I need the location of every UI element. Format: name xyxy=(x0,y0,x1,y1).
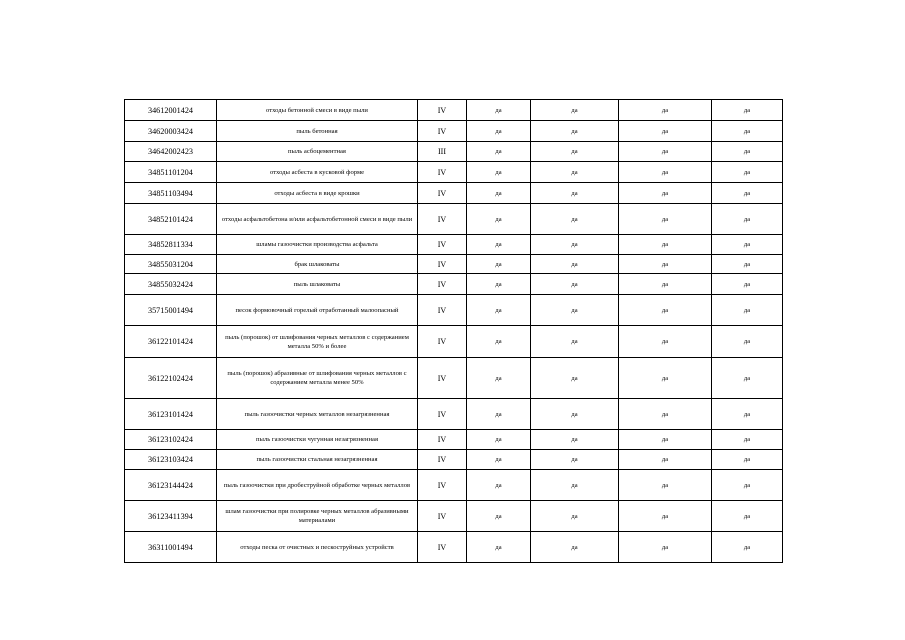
flag-cell: да xyxy=(619,204,712,235)
table-row xyxy=(125,274,783,295)
table-row xyxy=(125,501,783,532)
waste-name-cell: отходы бетонной смеси в виде пыли xyxy=(217,100,418,121)
hazard-class-cell: IV xyxy=(418,399,467,430)
flag-cell: да xyxy=(712,204,783,235)
table-row xyxy=(125,399,783,430)
flag-cell: да xyxy=(712,100,783,121)
waste-code-cell: 36123102424 xyxy=(125,430,217,450)
table-row xyxy=(125,358,783,399)
flag-cell: да xyxy=(619,255,712,274)
hazard-class-cell: IV xyxy=(418,100,467,121)
table-row xyxy=(125,470,783,501)
waste-name-cell: пыль шлаковаты xyxy=(217,274,418,295)
hazard-class-cell: IV xyxy=(418,295,467,326)
flag-cell: да xyxy=(712,326,783,358)
table-row xyxy=(125,121,783,142)
flag-cell: да xyxy=(531,204,619,235)
waste-name-cell: отходы асбеста в кусковой форме xyxy=(217,162,418,183)
flag-cell: да xyxy=(619,235,712,255)
waste-code-cell: 34620003424 xyxy=(125,121,217,142)
flag-cell: да xyxy=(467,430,531,450)
flag-cell: да xyxy=(712,501,783,532)
waste-name-cell: пыль газоочистки черных металлов незагрязненная xyxy=(217,399,418,430)
hazard-class-cell: III xyxy=(418,142,467,162)
waste-name-cell: песок формовочный горелый отработанный малоопасный xyxy=(217,295,418,326)
flag-cell: да xyxy=(619,142,712,162)
flag-cell: да xyxy=(467,450,531,470)
waste-name-cell: отходы асбеста в виде крошки xyxy=(217,183,418,204)
flag-cell: да xyxy=(467,326,531,358)
flag-cell: да xyxy=(467,470,531,501)
hazard-class-cell: IV xyxy=(418,183,467,204)
waste-code-cell: 35715001494 xyxy=(125,295,217,326)
hazard-class-cell: IV xyxy=(418,532,467,563)
waste-name-cell: шламы газоочистки производства асфальта xyxy=(217,235,418,255)
waste-name-cell: пыль асбоцементная xyxy=(217,142,418,162)
flag-cell: да xyxy=(619,100,712,121)
flag-cell: да xyxy=(467,142,531,162)
flag-cell: да xyxy=(531,326,619,358)
flag-cell: да xyxy=(467,235,531,255)
table-row xyxy=(125,100,783,121)
waste-name-cell: отходы песка от очистных и пескоструйных устройств xyxy=(217,532,418,563)
waste-name-cell: шлам газоочистки при полировке черных металлов абразивными материалами xyxy=(217,501,418,532)
flag-cell: да xyxy=(619,501,712,532)
hazard-class-cell: IV xyxy=(418,326,467,358)
waste-code-cell: 34851101204 xyxy=(125,162,217,183)
flag-cell: да xyxy=(531,450,619,470)
table-row xyxy=(125,183,783,204)
flag-cell: да xyxy=(712,255,783,274)
flag-cell: да xyxy=(619,470,712,501)
flag-cell: да xyxy=(619,121,712,142)
waste-code-cell: 34851103494 xyxy=(125,183,217,204)
hazard-class-cell: IV xyxy=(418,274,467,295)
flag-cell: да xyxy=(619,358,712,399)
hazard-class-cell: IV xyxy=(418,470,467,501)
flag-cell: да xyxy=(467,399,531,430)
flag-cell: да xyxy=(467,358,531,399)
table-row xyxy=(125,204,783,235)
flag-cell: да xyxy=(619,450,712,470)
waste-name-cell: пыль бетонная xyxy=(217,121,418,142)
flag-cell: да xyxy=(619,326,712,358)
flag-cell: да xyxy=(712,295,783,326)
flag-cell: да xyxy=(712,450,783,470)
flag-cell: да xyxy=(619,430,712,450)
waste-code-cell: 36123144424 xyxy=(125,470,217,501)
flag-cell: да xyxy=(712,470,783,501)
waste-name-cell: пыль газоочистки чугунная незагрязненная xyxy=(217,430,418,450)
flag-cell: да xyxy=(467,274,531,295)
table-row xyxy=(125,295,783,326)
waste-name-cell: пыль газоочистки при дробеструйной обработке черных металлов xyxy=(217,470,418,501)
flag-cell: да xyxy=(619,532,712,563)
flag-cell: да xyxy=(467,532,531,563)
flag-cell: да xyxy=(531,274,619,295)
waste-code-cell: 34612001424 xyxy=(125,100,217,121)
waste-name-cell: брак шлаковаты xyxy=(217,255,418,274)
flag-cell: да xyxy=(467,204,531,235)
waste-name-cell: пыль (порошок) абразивные от шлифования черных металлов с содержанием металла менее 50% xyxy=(217,358,418,399)
waste-name-cell: пыль (порошок) от шлифования черных металлов с содержанием металла 50% и более xyxy=(217,326,418,358)
table-row xyxy=(125,326,783,358)
flag-cell: да xyxy=(467,121,531,142)
flag-cell: да xyxy=(712,183,783,204)
flag-cell: да xyxy=(712,430,783,450)
waste-code-cell: 36122102424 xyxy=(125,358,217,399)
flag-cell: да xyxy=(712,358,783,399)
flag-cell: да xyxy=(531,121,619,142)
flag-cell: да xyxy=(467,501,531,532)
waste-code-cell: 36123101424 xyxy=(125,399,217,430)
table-row xyxy=(125,235,783,255)
flag-cell: да xyxy=(531,235,619,255)
waste-name-cell: отходы асфальтобетона и/или асфальтобетонной смеси в виде пыли xyxy=(217,204,418,235)
table-row xyxy=(125,255,783,274)
flag-cell: да xyxy=(531,255,619,274)
hazard-class-cell: IV xyxy=(418,501,467,532)
flag-cell: да xyxy=(712,399,783,430)
flag-cell: да xyxy=(619,183,712,204)
flag-cell: да xyxy=(712,142,783,162)
flag-cell: да xyxy=(619,162,712,183)
hazard-class-cell: IV xyxy=(418,450,467,470)
flag-cell: да xyxy=(619,295,712,326)
waste-code-cell: 34852101424 xyxy=(125,204,217,235)
waste-code-cell: 36123411394 xyxy=(125,501,217,532)
hazard-class-cell: IV xyxy=(418,121,467,142)
hazard-class-cell: IV xyxy=(418,204,467,235)
hazard-class-cell: IV xyxy=(418,255,467,274)
table-body xyxy=(125,100,783,563)
flag-cell: да xyxy=(531,100,619,121)
waste-code-cell: 36122101424 xyxy=(125,326,217,358)
flag-cell: да xyxy=(531,501,619,532)
table-row xyxy=(125,450,783,470)
flag-cell: да xyxy=(531,162,619,183)
flag-cell: да xyxy=(712,121,783,142)
flag-cell: да xyxy=(467,295,531,326)
flag-cell: да xyxy=(712,235,783,255)
flag-cell: да xyxy=(531,183,619,204)
waste-name-cell: пыль газоочистки стальная незагрязненная xyxy=(217,450,418,470)
flag-cell: да xyxy=(531,470,619,501)
waste-code-cell: 36311001494 xyxy=(125,532,217,563)
waste-code-cell: 34855031204 xyxy=(125,255,217,274)
flag-cell: да xyxy=(467,255,531,274)
hazard-class-cell: IV xyxy=(418,358,467,399)
flag-cell: да xyxy=(531,399,619,430)
table-row xyxy=(125,142,783,162)
flag-cell: да xyxy=(531,142,619,162)
flag-cell: да xyxy=(712,532,783,563)
hazard-class-cell: IV xyxy=(418,430,467,450)
flag-cell: да xyxy=(531,295,619,326)
hazard-class-cell: IV xyxy=(418,235,467,255)
waste-code-cell: 36123103424 xyxy=(125,450,217,470)
waste-code-cell: 34852811334 xyxy=(125,235,217,255)
flag-cell: да xyxy=(619,274,712,295)
hazard-class-cell: IV xyxy=(418,162,467,183)
flag-cell: да xyxy=(467,100,531,121)
waste-code-cell: 34855032424 xyxy=(125,274,217,295)
flag-cell: да xyxy=(467,183,531,204)
flag-cell: да xyxy=(712,162,783,183)
flag-cell: да xyxy=(531,430,619,450)
flag-cell: да xyxy=(467,162,531,183)
table-row xyxy=(125,532,783,563)
flag-cell: да xyxy=(712,274,783,295)
table-row xyxy=(125,430,783,450)
waste-code-cell: 34642002423 xyxy=(125,142,217,162)
waste-classification-table xyxy=(124,99,783,563)
table-row xyxy=(125,162,783,183)
flag-cell: да xyxy=(531,532,619,563)
flag-cell: да xyxy=(531,358,619,399)
flag-cell: да xyxy=(619,399,712,430)
